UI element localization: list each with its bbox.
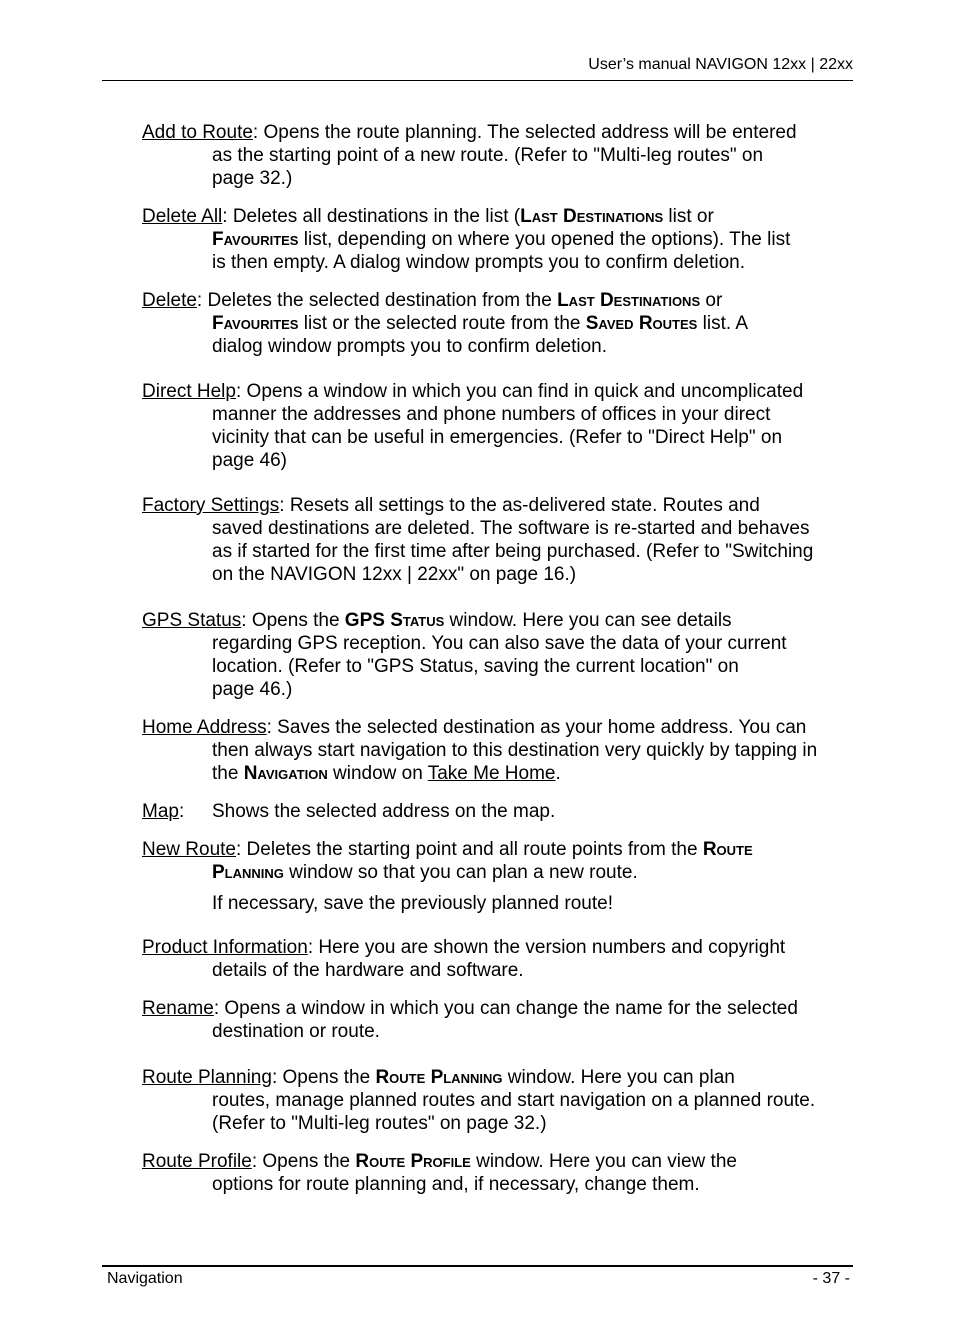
entry-text: routes, manage planned routes and start navigation on a planned route.	[212, 1090, 816, 1111]
entry-text: regarding GPS reception. You can also save the data of your current	[212, 633, 787, 654]
entry-text: :	[178, 801, 185, 822]
entry-line	[142, 861, 854, 884]
term-delete-all: Delete All	[142, 206, 223, 227]
entry-text: page 46.)	[212, 679, 293, 700]
entry-text: window. Here you can view the	[470, 1151, 737, 1172]
entry-route-planning	[142, 1066, 854, 1135]
entry-text: : Here you are shown the version numbers and copyright	[307, 937, 786, 958]
header-rule	[102, 80, 853, 81]
entry-text: or	[700, 290, 723, 311]
page-number: - 37 -	[812, 1270, 850, 1287]
entry-text: : Opens a window in which you can change the name for the selected	[213, 998, 798, 1019]
entry-delete-all	[142, 205, 854, 274]
entry-text: : Deletes the starting point and all route points from the	[236, 839, 703, 860]
entry-line	[142, 494, 854, 517]
entry-line	[142, 1150, 854, 1173]
entry-text: vicinity that can be useful in emergencies. (Refer to "Direct Help" on	[212, 427, 783, 448]
take-me-home-reference: Take Me Home	[427, 763, 556, 784]
entry-text: Shows the selected address on the map.	[212, 801, 556, 822]
term-route-planning: Route Planning	[142, 1067, 272, 1088]
entry-map	[142, 800, 854, 823]
entry-line	[142, 1066, 854, 1089]
term-home-address: Home Address	[142, 717, 267, 738]
entry-line	[142, 609, 854, 632]
term-route-profile: Route Profile	[142, 1151, 252, 1172]
entry-text: then always start navigation to this destination very quickly by tapping in	[212, 740, 818, 761]
term-factory-settings: Factory Settings	[142, 495, 280, 516]
entry-text: window on	[327, 763, 428, 784]
entry-delete	[142, 289, 854, 358]
entry-line	[142, 936, 854, 959]
entry-text: as the starting point of a new route. (Refer to "Multi-leg routes" on	[212, 145, 764, 166]
term-delete: Delete	[142, 290, 197, 311]
entry-text: window. Here you can see details	[444, 610, 732, 631]
entry-gps-status	[142, 609, 854, 701]
entry-text: : Deletes the selected destination from the	[196, 290, 558, 311]
entry-route-profile	[142, 1150, 854, 1196]
entry-line	[142, 289, 854, 312]
entry-text: the	[212, 763, 244, 784]
ui-name: Last Destinations	[557, 290, 701, 311]
entry-text: : Saves the selected destination as your home address. You can	[266, 717, 807, 738]
ui-name: Route	[702, 839, 753, 860]
entry-line	[142, 762, 854, 785]
entry-text: : Opens the	[271, 1067, 376, 1088]
entry-line	[142, 380, 854, 403]
entry-text: page 46)	[212, 450, 288, 471]
entry-line	[142, 716, 854, 739]
entry-text: list. A	[697, 313, 749, 334]
entry-text: as if started for the first time after being purchased. (Refer to "Switching	[212, 541, 814, 562]
ui-name: Saved Routes	[585, 313, 698, 334]
page-header: User’s manual NAVIGON 12xx | 22xx	[588, 56, 853, 73]
entry-home-address	[142, 716, 854, 785]
entry-text: : Opens the	[241, 610, 345, 631]
entry-text: .	[555, 763, 561, 784]
entry-new-route	[142, 838, 854, 915]
entry-line	[142, 312, 854, 335]
entry-text: manner the addresses and phone numbers of offices in your direct	[212, 404, 771, 425]
ui-name: GPS Status	[344, 610, 445, 631]
footer-section: Navigation	[107, 1270, 183, 1287]
ui-name: Last Destinations	[520, 206, 664, 227]
entry-text: : Resets all settings to the as-delivered state. Routes and	[279, 495, 760, 516]
entry-text: : Opens the route planning. The selected address will be entered	[252, 122, 797, 143]
entry-text: page 32.)	[212, 168, 293, 189]
footer-rule	[102, 1265, 853, 1267]
term-new-route: New Route	[142, 839, 236, 860]
ui-name: Favourites	[212, 313, 299, 334]
term-product-information: Product Information	[142, 937, 308, 958]
entry-text: window so that you can plan a new route.	[283, 862, 638, 883]
term-gps-status: GPS Status	[142, 610, 242, 631]
entry-text: location. (Refer to "GPS Status, saving the current location" on	[212, 656, 739, 677]
entry-line	[142, 205, 854, 228]
entry-text: window. Here you can plan	[502, 1067, 735, 1088]
entry-text: : Deletes all destinations in the list (	[222, 206, 521, 227]
entry-text: details of the hardware and software.	[212, 960, 524, 981]
ui-name: Navigation	[243, 763, 328, 784]
entry-line	[142, 997, 854, 1020]
entry-note: If necessary, save the previously planned route!	[212, 893, 613, 914]
entry-rename	[142, 997, 854, 1043]
entry-text: saved destinations are deleted. The software is re-started and behaves	[212, 518, 810, 539]
entry-text: list or	[663, 206, 714, 227]
entry-text: destination or route.	[212, 1021, 380, 1042]
entry-text: : Opens the	[251, 1151, 356, 1172]
entry-text: dialog window prompts you to confirm deletion.	[212, 336, 607, 357]
ui-name: Route Profile	[355, 1151, 471, 1172]
entry-text: (Refer to "Multi-leg routes" on page 32.)	[212, 1113, 547, 1134]
entry-line	[142, 838, 854, 861]
entry-direct-help	[142, 380, 854, 472]
entry-text: list or the selected route from the	[298, 313, 586, 334]
entry-factory-settings	[142, 494, 854, 586]
entry-text: options for route planning and, if necessary, change them.	[212, 1174, 700, 1195]
term-map: Map	[142, 801, 179, 822]
entry-product-information	[142, 936, 854, 982]
ui-name: Favourites	[212, 229, 299, 250]
entry-add-to-route	[142, 121, 854, 190]
term-rename: Rename	[142, 998, 214, 1019]
entry-text: on the NAVIGON 12xx | 22xx" on page 16.)	[212, 564, 577, 585]
entry-text: is then empty. A dialog window prompts you to confirm deletion.	[212, 252, 745, 273]
term-add-to-route: Add to Route	[142, 122, 253, 143]
ui-name: Planning	[212, 862, 284, 883]
entry-line	[142, 121, 854, 144]
term-direct-help: Direct Help	[142, 381, 236, 402]
entry-text: list, depending on where you opened the options). The list	[298, 229, 791, 250]
entry-line	[142, 228, 854, 251]
entry-text: : Opens a window in which you can find in quick and uncomplicated	[235, 381, 804, 402]
ui-name: Route Planning	[375, 1067, 503, 1088]
